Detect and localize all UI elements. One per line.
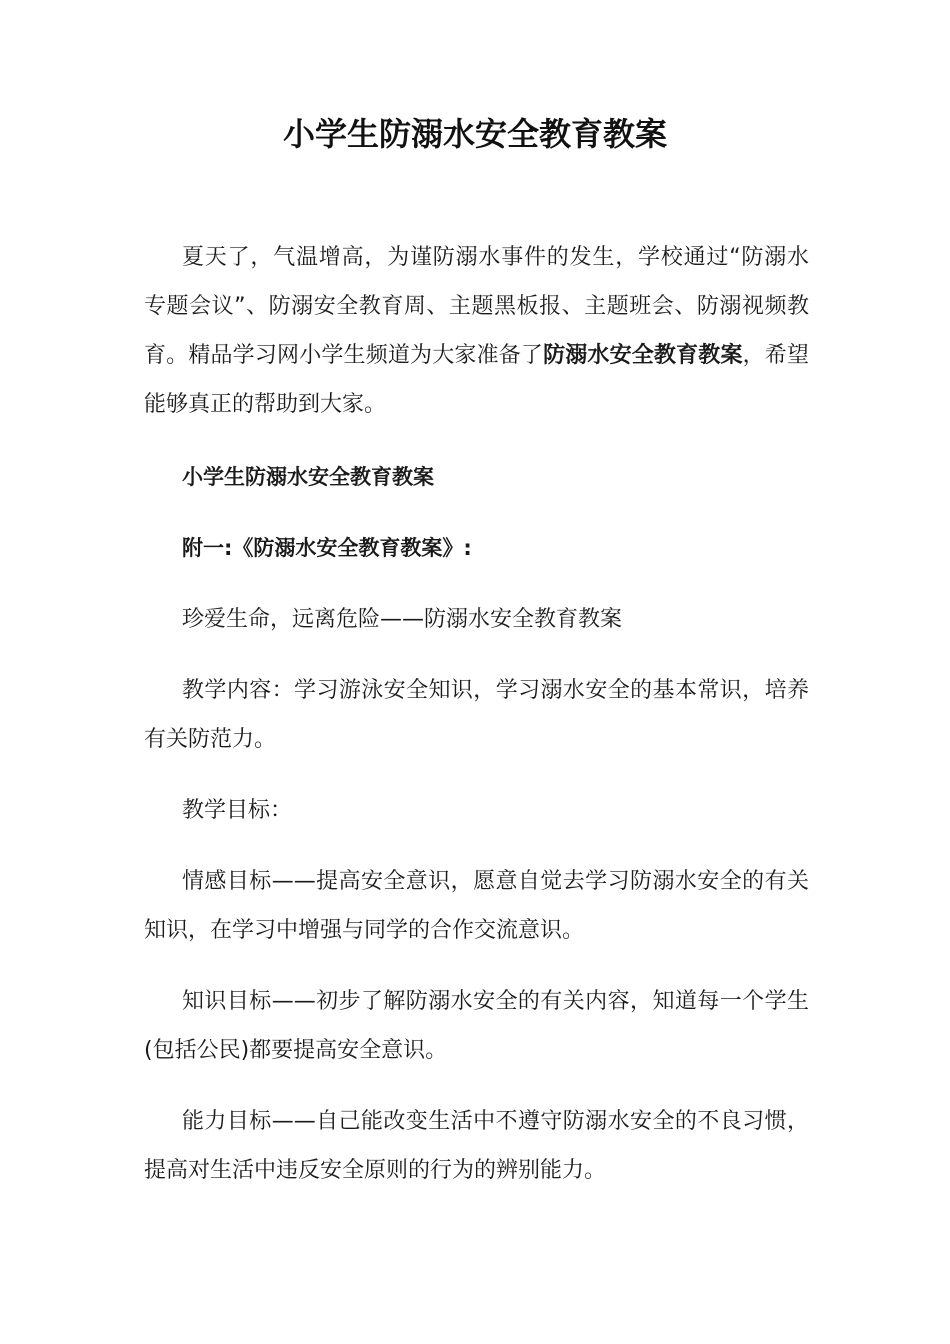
teaching-goals-label: 教学目标： [182,798,293,823]
teaching-content-paragraph: 教学内容：学习游泳安全知识，学习溺水安全的基本常识，培养有关防范力。 [144,678,809,752]
intro-bold-link-text: 防溺水安全教育教案 [543,343,743,368]
intro-text-end: ，希望能够真正的帮助到大家。 [144,343,809,417]
knowledge-goal-paragraph: 知识目标——初步了解防溺水安全的有关内容，知道每一个学生(包括公民)都要提高安全意识。 [144,989,809,1063]
lesson-subtitle: 珍爱生命，远离危险——防溺水安全教育教案 [182,607,623,632]
appendix-heading: 附一:《防溺水安全教育教案》: [182,536,472,560]
ability-goal-paragraph: 能力目标——自己能改变生活中不遵守防溺水安全的不良习惯，提高对生活中违反安全原则的行为的辨别能力。 [144,1109,809,1183]
intro-text: 夏天了，气温增高，为谨防溺水事件的发生，学校通过“防溺水专题会议”、防溺安全教育周、主题黑板报、主题班会、防溺视频教育。精品学习网小学生频道为大家准备了 [144,245,809,368]
document-title: 小学生防溺水安全教育教案 [282,115,667,153]
emotional-goal-paragraph: 情感目标——提高安全意识，愿意自觉去学习防溺水安全的有关知识，在学习中增强与同学的合作交流意识。 [144,869,809,943]
intro-paragraph [144,233,809,429]
section-heading: 小学生防溺水安全教育教案 [182,465,434,489]
